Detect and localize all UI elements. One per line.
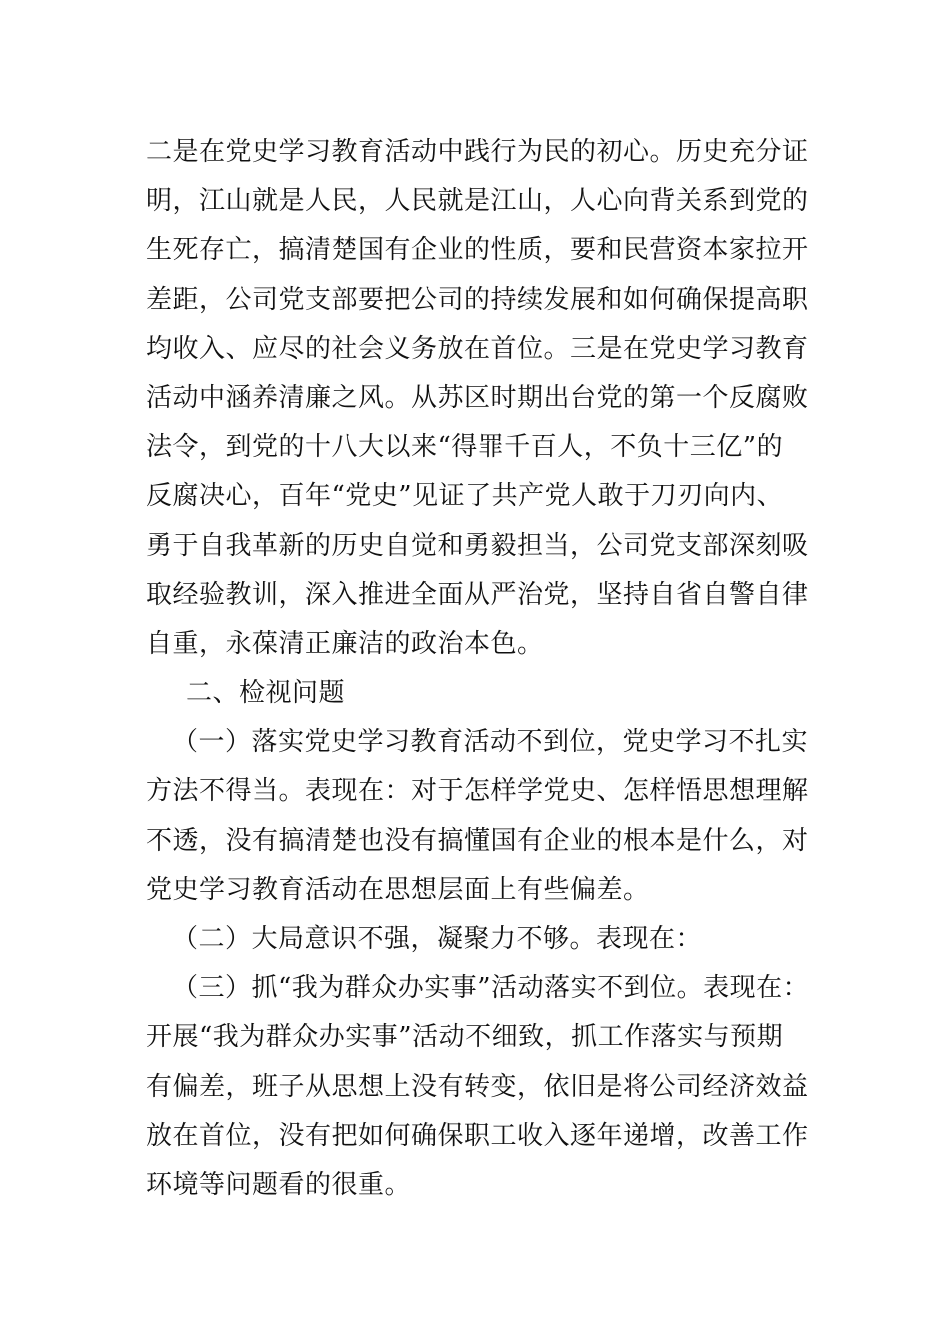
- subsection-heading: （二）大局意识不强，凝聚力不够。表现在：: [172, 924, 703, 954]
- body-line: 差距，公司党支部要把公司的持续发展和如何确保提高职: [146, 284, 809, 315]
- document-body: [146, 128, 826, 1210]
- subsection-heading: （一）落实党史学习教育活动不到位，党史学习不扎实: [172, 727, 809, 758]
- body-line: 自重，永葆清正廉洁的政治本色。: [146, 628, 544, 659]
- body-line: 不透，没有搞清楚也没有搞懂国有企业的根本是什么，对: [146, 825, 809, 856]
- body-line: 环境等问题看的很重。: [146, 1169, 412, 1200]
- body-line: 法令，到党的十八大以来“得罪千百人，不负十三亿”的: [146, 432, 784, 463]
- body-line: 明，江山就是人民，人民就是江山，人心向背关系到党的: [146, 186, 809, 217]
- section-heading: 二、检视问题: [186, 678, 346, 709]
- body-line: 反腐决心，百年“党史”见证了共产党人敢于刀刃向内、: [146, 481, 784, 512]
- body-line: 党史学习教育活动在思想层面上有些偏差。: [146, 874, 650, 905]
- body-line: 二是在党史学习教育活动中践行为民的初心。历史充分证: [146, 137, 809, 167]
- body-line: 开展“我为群众办实事”活动不细致，抓工作落实与预期: [146, 1022, 784, 1053]
- body-line: 均收入、应尽的社会义务放在首位。三是在党史学习教育: [146, 333, 809, 364]
- body-line: 方法不得当。表现在：对于怎样学党史、怎样悟思想理解: [146, 776, 809, 807]
- subsection-heading: （三）抓“我为群众办实事”活动落实不到位。表现在：: [172, 973, 810, 1004]
- body-line: 有偏差，班子从思想上没有转变，依旧是将公司经济效益: [146, 1071, 809, 1102]
- body-line: 活动中涵养清廉之风。从苏区时期出台党的第一个反腐败: [146, 382, 809, 413]
- body-line: 放在首位，没有把如何确保职工收入逐年递增，改善工作: [146, 1120, 809, 1151]
- body-line: 取经验教训，深入推进全面从严治党，坚持自省自警自律: [146, 579, 809, 610]
- body-line: 勇于自我革新的历史自觉和勇毅担当，公司党支部深刻吸: [146, 530, 809, 561]
- body-line: 生死存亡，搞清楚国有企业的性质，要和民营资本家拉开: [146, 235, 809, 266]
